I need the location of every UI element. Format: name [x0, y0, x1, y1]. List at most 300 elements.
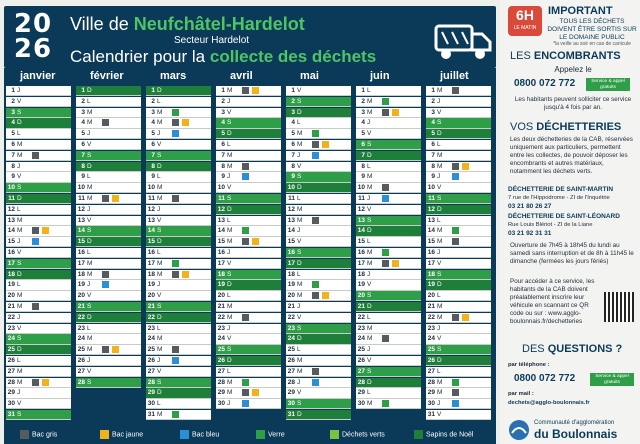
legend-swatch	[330, 430, 339, 439]
day-letter: V	[297, 313, 302, 321]
day-number: 29	[7, 389, 15, 397]
qr-code[interactable]	[604, 292, 634, 322]
bac-bleu-marker	[452, 173, 459, 180]
day-letter: J	[17, 313, 21, 321]
day-row	[216, 399, 281, 409]
day-row	[426, 248, 491, 258]
day-letter: S	[17, 411, 22, 418]
questions-phone: 0800 072 772	[514, 373, 576, 384]
day-number: 3	[11, 108, 15, 116]
day-number: 30	[357, 400, 365, 408]
day-row	[356, 237, 421, 247]
day-row	[286, 388, 351, 398]
day-letter: M	[367, 335, 373, 343]
bac-gris-marker	[32, 227, 39, 234]
day-letter: D	[87, 238, 92, 246]
day-letter: M	[17, 227, 23, 235]
day-letter: J	[367, 346, 371, 354]
day-row	[6, 291, 71, 301]
day-number: 18	[7, 270, 15, 278]
day-number: 30	[217, 400, 225, 408]
important-note: *la veille au soir en cas de canicule	[553, 41, 631, 47]
day-row	[286, 313, 351, 323]
day-letter: M	[367, 324, 373, 332]
day-number: 5	[291, 130, 295, 138]
dechetteries-heading	[510, 121, 621, 133]
day-letter: M	[157, 119, 163, 127]
day-row	[6, 324, 71, 334]
day-row	[76, 237, 141, 247]
day-number: 11	[148, 195, 155, 202]
day-number: 12	[427, 205, 435, 213]
day-row	[426, 237, 491, 247]
day-letter: M	[227, 238, 233, 246]
day-number: 23	[77, 324, 85, 332]
bac-gris-marker	[32, 379, 39, 386]
day-row	[286, 140, 351, 150]
day-row	[146, 291, 211, 301]
day-row	[286, 248, 351, 258]
mail-link[interactable]: dechets@agglo-boulonnais.fr	[508, 400, 590, 406]
day-letter: L	[157, 173, 161, 181]
day-row	[426, 172, 491, 182]
day-number: 27	[77, 367, 85, 375]
day-number: 10	[287, 184, 295, 192]
bac-jaune-marker	[42, 227, 49, 234]
day-row	[6, 410, 71, 420]
day-letter: J	[17, 87, 21, 94]
day-number: 3	[431, 108, 435, 116]
day-letter: M	[297, 367, 303, 375]
day-number: 19	[357, 281, 365, 289]
day-letter: M	[227, 303, 233, 310]
day-number: 16	[147, 249, 155, 256]
day-row	[76, 205, 141, 215]
day-letter: M	[87, 119, 93, 127]
title-line	[70, 14, 305, 35]
bac-jaune-marker	[322, 292, 329, 299]
by-phone-label: par téléphone :	[508, 362, 550, 368]
day-letter: L	[297, 270, 301, 278]
legend-swatch	[20, 430, 29, 439]
day-number: 31	[427, 411, 435, 418]
day-row	[356, 324, 421, 334]
bac-jaune-marker	[42, 379, 49, 386]
day-number: 13	[357, 216, 365, 224]
day-number: 21	[147, 303, 155, 310]
sector-label: Secteur Hardelot	[174, 35, 250, 46]
bac-gris-marker	[242, 389, 249, 396]
day-letter: J	[157, 130, 161, 138]
day-number: 19	[77, 281, 85, 289]
day-row	[76, 140, 141, 150]
day-letter: M	[367, 97, 373, 105]
day-letter: J	[157, 357, 161, 364]
day-letter: S	[297, 97, 302, 105]
legend-item	[100, 430, 143, 440]
day-number: 28	[147, 378, 155, 386]
day-number: 3	[81, 108, 85, 116]
day-row	[76, 86, 141, 96]
day-letter: M	[17, 216, 23, 224]
day-letter: L	[297, 195, 301, 202]
day-letter: M	[157, 259, 163, 267]
day-number: 14	[77, 227, 85, 235]
day-letter: M	[17, 303, 23, 310]
day-number: 14	[7, 227, 15, 235]
day-letter: V	[17, 249, 22, 256]
day-row	[146, 334, 211, 344]
day-row	[286, 216, 351, 226]
bac-gris-marker	[452, 314, 459, 321]
day-letter: D	[227, 130, 232, 138]
six-am-badge	[508, 6, 542, 36]
day-row	[6, 259, 71, 269]
questions-phone-tag: Service & appel gratuits	[590, 373, 634, 386]
day-letter: S	[297, 324, 302, 332]
day-number: 24	[217, 335, 225, 343]
day-number: 6	[11, 141, 15, 148]
day-row	[286, 162, 351, 172]
day-number: 14	[217, 227, 225, 235]
enc-call: Appelez le	[554, 65, 592, 74]
day-letter: M	[297, 130, 303, 138]
day-row	[356, 226, 421, 236]
day-number: 28	[77, 378, 85, 386]
day-number: 12	[7, 205, 15, 213]
day-letter: S	[437, 270, 442, 278]
day-letter: L	[17, 281, 21, 289]
day-row	[76, 291, 141, 301]
day-letter: V	[87, 367, 92, 375]
day-row	[356, 118, 421, 128]
bac-bleu-marker	[242, 173, 249, 180]
day-letter: S	[367, 141, 372, 148]
day-row	[146, 194, 211, 204]
day-letter: V	[227, 108, 232, 116]
day-row	[146, 388, 211, 398]
day-row	[146, 248, 211, 258]
day-row	[6, 334, 71, 344]
day-number: 1	[291, 87, 295, 94]
legend-item	[330, 430, 385, 440]
by-mail-label: par mail :	[508, 391, 534, 397]
day-row	[426, 108, 491, 118]
day-number: 8	[81, 162, 85, 170]
day-row	[356, 183, 421, 193]
day-row	[426, 226, 491, 236]
day-letter: J	[87, 130, 91, 138]
day-row	[76, 226, 141, 236]
day-row	[286, 172, 351, 182]
day-letter: M	[437, 303, 443, 310]
day-letter: D	[367, 227, 372, 235]
day-letter: M	[367, 400, 373, 408]
day-number: 11	[218, 195, 225, 202]
day-number: 7	[431, 151, 435, 159]
day-row	[426, 410, 491, 420]
day-letter: J	[17, 162, 21, 170]
day-row	[6, 140, 71, 150]
day-row	[356, 291, 421, 301]
day-number: 3	[151, 108, 155, 116]
day-row	[286, 356, 351, 366]
day-row	[426, 324, 491, 334]
day-number: 20	[77, 292, 85, 300]
day-row	[6, 129, 71, 139]
day-number: 10	[147, 184, 155, 192]
day-letter: D	[87, 313, 92, 321]
day-row	[286, 334, 351, 344]
day-letter: M	[367, 259, 373, 267]
day-row	[216, 388, 281, 398]
day-letter: V	[17, 173, 22, 181]
bac-gris-marker	[102, 271, 109, 278]
day-row	[216, 108, 281, 118]
day-row	[146, 205, 211, 215]
day-number: 27	[427, 367, 435, 375]
legend-label: Déchets verts	[342, 431, 385, 439]
day-number: 9	[291, 173, 295, 181]
day-number: 10	[217, 184, 225, 192]
day-letter: S	[157, 227, 162, 235]
day-row	[6, 388, 71, 398]
subtitle-strong: collecte des déchets	[209, 47, 377, 66]
day-row	[286, 345, 351, 355]
day-row	[356, 313, 421, 323]
day-row	[286, 410, 351, 420]
day-number: 23	[287, 324, 295, 332]
day-row	[76, 248, 141, 258]
day-letter: M	[367, 249, 373, 256]
bac-bleu-marker	[172, 130, 179, 137]
day-row	[216, 151, 281, 161]
day-letter: L	[437, 292, 441, 300]
day-row	[426, 345, 491, 355]
day-number: 18	[357, 270, 365, 278]
day-number: 15	[287, 238, 295, 246]
day-row	[426, 356, 491, 366]
day-letter: D	[367, 151, 372, 159]
day-letter: L	[367, 238, 371, 246]
bac-jaune-marker	[252, 87, 259, 94]
day-number: 6	[431, 141, 435, 148]
day-number: 25	[287, 346, 295, 354]
day-row	[6, 118, 71, 128]
day-letter: D	[87, 87, 92, 94]
day-row	[356, 388, 421, 398]
day-letter: V	[17, 97, 22, 105]
legend-item	[20, 430, 57, 440]
day-number: 9	[431, 173, 435, 181]
day-letter: V	[367, 205, 372, 213]
day-row	[216, 237, 281, 247]
day-row	[356, 205, 421, 215]
day-letter: D	[227, 281, 232, 289]
day-number: 4	[221, 119, 225, 127]
day-row	[146, 183, 211, 193]
day-number: 1	[361, 87, 365, 94]
day-letter: M	[367, 108, 373, 116]
day-row	[356, 378, 421, 388]
day-number: 28	[287, 378, 295, 386]
day-letter: V	[227, 259, 232, 267]
day-letter: M	[227, 87, 233, 94]
day-row	[426, 183, 491, 193]
day-number: 12	[77, 205, 85, 213]
day-row	[6, 97, 71, 107]
day-letter: S	[367, 367, 372, 375]
day-row	[76, 356, 141, 366]
day-number: 23	[217, 324, 225, 332]
day-number: 15	[357, 238, 365, 246]
agglo-logo-icon	[508, 419, 530, 441]
day-number: 16	[427, 249, 435, 256]
day-letter: J	[437, 324, 441, 332]
month-header: juillet	[440, 70, 469, 82]
questions-heading	[522, 343, 622, 355]
day-row	[286, 151, 351, 161]
day-number: 25	[357, 346, 365, 354]
saint-leonard-phone: 03 21 92 31 31	[508, 230, 552, 237]
legend-item	[414, 430, 473, 440]
day-number: 10	[7, 184, 15, 192]
day-letter: M	[87, 259, 93, 267]
day-row	[286, 237, 351, 247]
day-row	[146, 237, 211, 247]
day-letter: D	[157, 162, 162, 170]
day-row	[286, 259, 351, 269]
bac-gris-marker	[102, 119, 109, 126]
day-row	[6, 378, 71, 388]
day-number: 15	[427, 238, 435, 246]
day-number: 8	[361, 162, 365, 170]
day-row	[286, 291, 351, 301]
day-letter: J	[87, 281, 91, 289]
day-row	[6, 302, 71, 312]
day-row	[146, 140, 211, 150]
day-letter: D	[297, 411, 302, 418]
day-number: 30	[7, 400, 15, 408]
legend-swatch	[100, 430, 109, 439]
day-number: 12	[287, 205, 295, 213]
day-row	[146, 216, 211, 226]
day-number: 22	[427, 313, 435, 321]
day-letter: V	[297, 389, 302, 397]
day-number: 25	[77, 346, 85, 354]
day-number: 22	[217, 313, 225, 321]
legend-label: Bac gris	[32, 431, 58, 439]
day-row	[216, 183, 281, 193]
day-letter: M	[87, 335, 93, 343]
day-row	[216, 86, 281, 96]
day-letter: V	[437, 335, 442, 343]
day-row	[6, 183, 71, 193]
day-letter: J	[437, 173, 441, 181]
day-number: 15	[147, 238, 155, 246]
day-letter: J	[227, 173, 231, 181]
day-letter: M	[157, 346, 163, 354]
day-row	[216, 216, 281, 226]
day-row	[356, 345, 421, 355]
day-letter: M	[297, 216, 303, 224]
day-number: 18	[427, 270, 435, 278]
day-letter: J	[227, 400, 231, 408]
day-number: 6	[81, 141, 85, 148]
day-row	[146, 313, 211, 323]
day-row	[426, 205, 491, 215]
day-number: 15	[77, 238, 85, 246]
day-row	[356, 162, 421, 172]
legend-item	[256, 430, 285, 440]
day-number: 5	[81, 130, 85, 138]
day-row	[286, 129, 351, 139]
day-number: 22	[287, 313, 295, 321]
day-letter: D	[437, 205, 442, 213]
day-number: 5	[221, 130, 225, 138]
day-row	[356, 86, 421, 96]
day-letter: M	[437, 87, 443, 94]
day-number: 24	[7, 335, 15, 343]
bac-jaune-marker	[182, 119, 189, 126]
day-letter: M	[437, 151, 443, 159]
enc-prefix: LES	[510, 50, 531, 62]
day-row	[76, 270, 141, 280]
day-letter: S	[227, 119, 232, 127]
day-number: 29	[427, 389, 435, 397]
day-letter: L	[297, 119, 301, 127]
day-letter: V	[157, 216, 162, 224]
day-letter: S	[367, 216, 372, 224]
day-letter: D	[157, 238, 162, 246]
day-number: 11	[8, 195, 15, 202]
day-number: 20	[357, 292, 365, 300]
day-number: 31	[7, 411, 15, 418]
day-row	[76, 367, 141, 377]
day-row	[286, 226, 351, 236]
bac-gris-marker	[102, 195, 109, 202]
access-info: Pour accéder à ce service, les habitants de la CAB doivent préalablement inscrire leur véhicule en scannant ce QR code ou sur : www.agglo-boulonnais.fr/dechetteries	[510, 278, 595, 325]
day-letter: J	[17, 389, 21, 397]
saint-martin-address: 7 rue de l'Hippodrome - ZI de l'Inquétrie	[508, 195, 610, 201]
day-number: 6	[361, 141, 365, 148]
q-strong: QUESTIONS ?	[547, 343, 623, 355]
day-number: 14	[357, 227, 365, 235]
day-row	[6, 216, 71, 226]
day-number: 17	[147, 259, 155, 267]
day-row	[6, 399, 71, 409]
day-number: 9	[81, 173, 85, 181]
day-letter: D	[367, 303, 372, 310]
day-letter: D	[227, 205, 232, 213]
day-number: 7	[11, 151, 15, 159]
legend-label: Sapins de Noël	[426, 431, 474, 439]
legend-item	[180, 430, 219, 440]
day-number: 14	[147, 227, 155, 235]
day-row	[216, 270, 281, 280]
day-number: 28	[357, 378, 365, 386]
calendar-grid	[4, 68, 496, 426]
day-row	[426, 313, 491, 323]
day-number: 5	[361, 130, 365, 138]
day-letter: L	[17, 357, 21, 364]
day-letter: M	[437, 162, 443, 170]
day-row	[356, 334, 421, 344]
day-letter: M	[297, 205, 303, 213]
day-letter: M	[87, 184, 93, 192]
header-banner	[4, 6, 496, 68]
day-row	[426, 399, 491, 409]
